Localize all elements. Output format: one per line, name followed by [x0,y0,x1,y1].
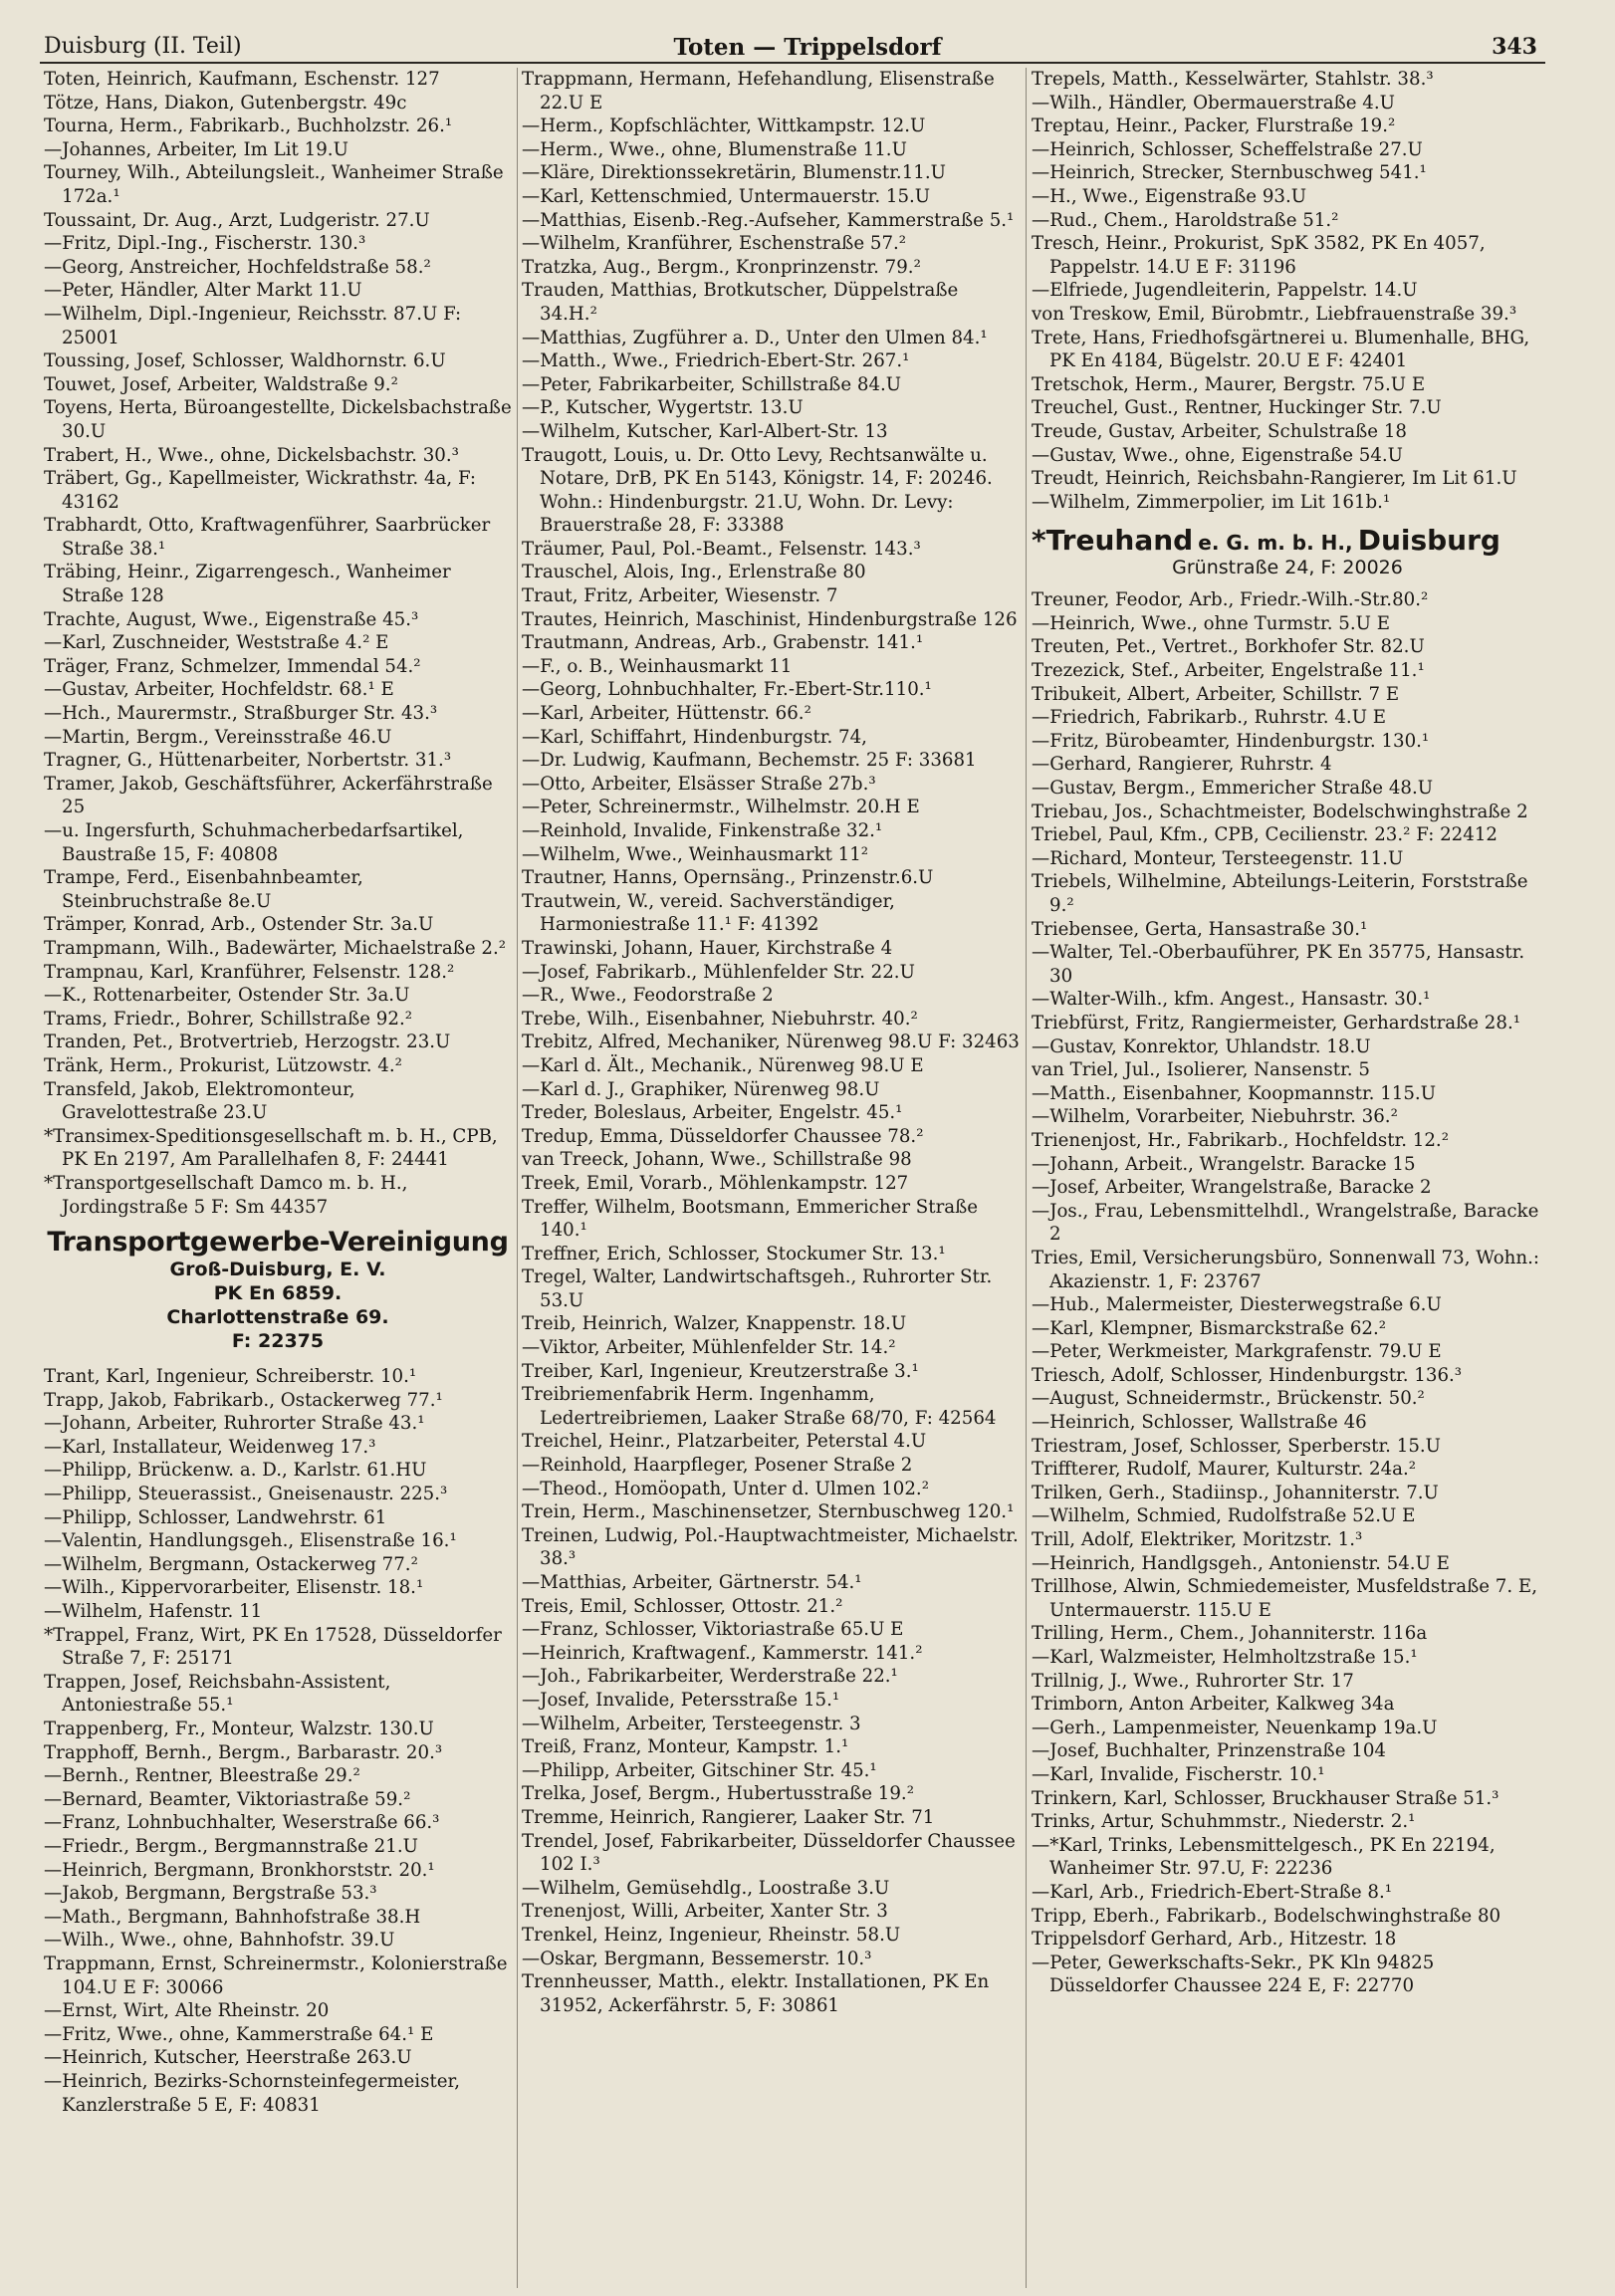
directory-entry: —Peter, Händler, Alter Markt 11.U [44,280,362,302]
directory-entry: —Dr. Ludwig, Kaufmann, Bechemstr. 25 F: 33681 [522,750,977,772]
directory-entry: —Richard, Monteur, Tersteegenstr. 11.U [1032,847,1404,869]
directory-entry: Trauden, Matthias, Brotkutscher, Düppelstraße 34.H.² [522,280,959,325]
directory-entry: —Karl, Zuschneider, Weststraße 4.² E [44,632,389,654]
directory-entry: Triebensee, Gerta, Hansastraße 30.¹ [1032,918,1368,940]
directory-entry: Treis, Emil, Schlosser, Ottostr. 21.² [522,1595,843,1617]
directory-entry: —Heinrich, Bergmann, Bronkhorststr. 20.¹ [44,1859,435,1881]
directory-entry: —*Karl, Trinks, Lebensmittelgesch., PK En 22194, Wanheimer Str. 97.U, F: 22236 [1032,1834,1496,1880]
directory-entry: —Fritz, Bürobeamter, Hindenburgstr. 130.¹ [1032,730,1430,752]
directory-entry: Triesch, Adolf, Schlosser, Hindenburgstr. 136.³ [1032,1364,1463,1386]
directory-entry: Trebe, Wilh., Eisenbahner, Niebuhrstr. 40.² [522,1008,918,1030]
directory-entry: Triebfürst, Fritz, Rangiermeister, Gerhardstraße 28.¹ [1032,1012,1521,1033]
directory-entry: van Treeck, Johann, Wwe., Schillstraße 98 [522,1149,912,1171]
directory-entry: —Otto, Arbeiter, Elsässer Straße 27b.³ [522,773,876,795]
directory-entry: —Philipp, Arbeiter, Gitschiner Str. 45.¹ [522,1759,877,1781]
directory-entry: Touwet, Josef, Arbeiter, Waldstraße 9.² [44,373,398,395]
directory-entry: —Gerhard, Rangierer, Ruhrstr. 4 [1032,754,1332,776]
directory-entry: Tranden, Pet., Brotvertrieb, Herzogstr. 23.U [44,1032,451,1053]
directory-entry: Trampnau, Karl, Kranführer, Felsenstr. 128.² [44,961,455,983]
directory-entry: —Wilhelm, Vorarbeiter, Niebuhrstr. 36.² [1032,1106,1398,1128]
directory-entry: Traugott, Louis, u. Dr. Otto Levy, Rechtsanwälte u. Notare, DrB, PK En 5143, Königstr. 14, F: 20246. Wohn.: Hindenburgstr. 21.U, Wohn. Dr. Levy: Brauerstraße 28, F: 33388 [522,444,993,537]
column-divider [517,68,518,2288]
directory-entry: Triebel, Paul, Kfm., CPB, Cecilienstr. 23.² F: 22412 [1032,824,1498,846]
directory-entry: Trautner, Hanns, Opernsäng., Prinzenstr.6.U [522,867,934,889]
directory-entry: Trautes, Heinrich, Maschinist, Hindenburgstraße 126 [522,608,1018,630]
directory-entry: Trappenberg, Fr., Monteur, Walzstr. 130.U [44,1719,434,1739]
directory-entry: —Gustav, Bergm., Emmericher Straße 48.U [1032,778,1434,800]
directory-entry: —Wilhelm, Bergmann, Ostackerweg 77.² [44,1553,418,1575]
directory-entry: Tremme, Heinrich, Rangierer, Laaker Str. 71 [522,1806,935,1828]
directory-entry: Toussaint, Dr. Aug., Arzt, Ludgeristr. 27.U [44,209,430,231]
directory-entry: —Wilhelm, Schmied, Rudolfstraße 52.U E [1032,1505,1416,1527]
directory-entry: Trams, Friedr., Bohrer, Schillstraße 92.² [44,1008,413,1030]
directory-entry: Tränk, Herm., Prokurist, Lützowstr. 4.² [44,1054,402,1076]
directory-entry: —K., Rottenarbeiter, Ostender Str. 3a.U [44,985,410,1007]
directory-entry: —Fritz, Dipl.-Ing., Fischerstr. 130.³ [44,233,366,255]
directory-entry: Traut, Fritz, Arbeiter, Wiesenstr. 7 [522,585,838,607]
directory-entry: —Joh., Fabrikarbeiter, Werderstraße 22.¹ [522,1666,898,1688]
directory-entry: Trabhardt, Otto, Kraftwagenführer, Saarbrücker Straße 38.¹ [44,515,491,560]
directory-entry: —Peter, Fabrikarbeiter, Schillstraße 84.U [522,373,902,395]
directory-entry: —Karl d. J., Graphiker, Nürenweg 98.U [522,1078,880,1100]
directory-entry: Träbing, Heinr., Zigarrengesch., Wanheimer Straße 128 [44,562,451,607]
directory-entry: —Herm., Wwe., ohne, Blumenstraße 11.U [522,138,907,160]
ad-line: PK En 6859. [213,1282,343,1305]
directory-entry: —Matthias, Arbeiter, Gärtnerstr. 54.¹ [522,1572,862,1593]
directory-entry: —Josef, Invalide, Petersstraße 15.¹ [522,1689,840,1711]
directory-entry: Trauschel, Alois, Ing., Erlenstraße 80 [522,562,866,583]
directory-entry: —Josef, Arbeiter, Wrangelstraße, Baracke 2 [1032,1177,1432,1199]
directory-entry: Treichel, Heinr., Platzarbeiter, Peterstal 4.U [522,1431,927,1453]
directory-entry: Trampe, Ferd., Eisenbahnbeamter, Steinbruchstraße 8e.U [44,867,363,912]
directory-entry: Trapp, Jakob, Fabrikarb., Ostackerweg 77.¹ [44,1389,443,1411]
directory-entry: Toyens, Herta, Büroangestellte, Dickelsbachstraße 30.U [44,397,512,442]
directory-entry: —Franz, Schlosser, Viktoriastraße 65.U E [522,1619,904,1641]
directory-entry: —Karl, Arbeiter, Hüttenstr. 66.² [522,703,811,725]
column-1 [44,68,512,2294]
directory-entry: Trilling, Herm., Chem., Johanniterstr. 116a [1032,1623,1428,1645]
directory-entry: —Philipp, Schlosser, Landwehrstr. 61 [44,1506,387,1528]
directory-entry: —August, Schneidermstr., Brückenstr. 50.² [1032,1388,1425,1410]
directory-entry: —Peter, Schreinermstr., Wilhelmstr. 20.H E [522,797,920,818]
directory-entry: —Heinrich, Kutscher, Heerstraße 263.U [44,2047,412,2069]
directory-entry: Tribukeit, Albert, Arbeiter, Schillstr. 7 E [1032,683,1400,705]
directory-entry: —Wilhelm, Kranführer, Eschenstraße 57.² [522,233,907,255]
directory-entry: Tramer, Jakob, Geschäftsführer, Ackerfährstraße 25 [44,773,493,818]
directory-entry: —Franz, Lohnbuchhalter, Weserstraße 66.³ [44,1812,440,1834]
directory-entry: —Wilhelm, Hafenstr. 11 [44,1601,263,1623]
directory-entry: —Jos., Frau, Lebensmittelhdl., Wrangelstraße, Baracke 2 [1032,1200,1539,1246]
directory-entry: Tötze, Hans, Diakon, Gutenbergstr. 49c [44,92,407,114]
directory-entry: Trein, Herm., Maschinensetzer, Sternbuschweg 120.¹ [522,1501,1015,1523]
directory-entry: —Johann, Arbeit., Wrangelstr. Baracke 15 [1032,1153,1416,1175]
directory-entry: —Heinrich, Wwe., ohne Turmstr. 5.U E [1032,612,1391,634]
ad-line: Charlottenstraße 69. [166,1306,389,1329]
directory-entry: —Valentin, Handlungsgeh., Elisenstraße 16.¹ [44,1530,457,1552]
directory-entry: —Heinrich, Strecker, Sternbuschweg 541.¹ [1032,162,1427,184]
treuhand-ad [1032,524,1543,578]
directory-entry: —Peter, Werkmeister, Markgrafenstr. 79.U E [1032,1341,1442,1363]
directory-entry: —Friedrich, Fabrikarb., Ruhrstr. 4.U E [1032,707,1387,729]
directory-entry: —Matthias, Zugführer a. D., Unter den Ulmen 84.¹ [522,327,988,348]
directory-entry: —Hch., Maurermstr., Straßburger Str. 43.³ [44,703,438,725]
directory-entry: —Kläre, Direktionssekretärin, Blumenstr.11.U [522,162,946,184]
directory-entry: —F., o. B., Weinhausmarkt 11 [522,655,793,677]
entry-list [1032,588,1543,1998]
directory-entry: Trautwein, W., vereid. Sachverständiger, Harmoniestraße 11.¹ F: 41392 [522,890,895,936]
directory-entry: Treder, Boleslaus, Arbeiter, Engelstr. 45.¹ [522,1102,903,1124]
directory-entry: —Gustav, Wwe., ohne, Eigenstraße 54.U [1032,444,1404,466]
directory-entry: Triffterer, Rudolf, Maurer, Kulturstr. 24a.² [1032,1459,1417,1481]
directory-entry: —Jakob, Bergmann, Bergstraße 53.³ [44,1883,377,1905]
directory-entry: Treptau, Heinr., Packer, Flurstraße 19.² [1032,115,1396,137]
directory-entry: Treuner, Feodor, Arb., Friedr.-Wilh.-Str.80.² [1032,589,1429,611]
directory-entry: Trienenjost, Hr., Fabrikarb., Hochfeldstr. 12.² [1032,1129,1449,1151]
directory-entry: Trämper, Konrad, Arb., Ostender Str. 3a.U [44,914,434,936]
directory-entry: —Bernard, Beamter, Viktoriastraße 59.² [44,1788,411,1810]
directory-entry: —Wilh., Händler, Obermauerstraße 4.U [1032,92,1395,114]
entry-list [522,68,1020,2017]
directory-entry: —Karl, Kettenschmied, Untermauerstr. 15.U [522,185,931,207]
directory-entry: —Wilh., Wwe., ohne, Bahnhofstr. 39.U [44,1930,395,1952]
directory-entry: Trant, Karl, Ingenieur, Schreiberstr. 10.¹ [44,1366,417,1388]
directory-entry: —Heinrich, Schlosser, Scheffelstraße 27.U [1032,138,1423,160]
directory-entry: —Ernst, Wirt, Alte Rheinstr. 20 [44,2000,330,2022]
directory-entry: —Math., Bergmann, Bahnhofstraße 38.H [44,1906,421,1928]
directory-entry: —Fritz, Wwe., ohne, Kammerstraße 64.¹ E [44,2023,434,2045]
header-range: Toten — Trippelsdorf [673,34,942,61]
directory-entry: Treib, Heinrich, Walzer, Knappenstr. 18.U [522,1313,907,1335]
directory-entry: Treuten, Pet., Vertret., Borkhofer Str. 82.U [1032,636,1425,658]
directory-entry: Trelka, Josef, Bergm., Hubertusstraße 19.² [522,1783,914,1805]
directory-entry: —H., Wwe., Eigenstraße 93.U [1032,185,1307,207]
directory-entry: Trappen, Josef, Reichsbahn-Assistent, Antoniestraße 55.¹ [44,1671,391,1717]
directory-entry: —Karl, Walzmeister, Helmholtzstraße 15.¹ [1032,1647,1418,1668]
directory-entry: —Wilh., Kippervorarbeiter, Elisenstr. 18.¹ [44,1577,424,1599]
directory-entry: —Karl, Schiffahrt, Hindenburgstr. 74, [522,726,867,748]
directory-entry: —R., Wwe., Feodorstraße 2 [522,985,774,1007]
directory-entry: von Treskow, Emil, Bürobmtr., Liebfrauenstraße 39.³ [1032,303,1517,325]
directory-entry: —Johann, Arbeiter, Ruhrorter Straße 43.¹ [44,1413,425,1435]
directory-entry: Trebitz, Alfred, Mechaniker, Nürenweg 98.U F: 32463 [522,1032,1020,1053]
directory-entry: Trawinski, Johann, Hauer, Kirchstraße 4 [522,937,893,959]
directory-entry: Trapphoff, Bernh., Bergm., Barbarastr. 20.³ [44,1741,443,1763]
page-header [0,0,1615,60]
header-city: Duisburg (II. Teil) [44,34,242,59]
directory-entry: —Georg, Anstreicher, Hochfeldstraße 58.² [44,256,431,278]
directory-entry: Trennheusser, Matth., elektr. Installationen, PK En 31952, Ackerfährstr. 5, F: 30861 [522,1971,990,2016]
directory-entry: —Walter-Wilh., kfm. Angest., Hansastr. 30.¹ [1032,989,1431,1011]
directory-entry: Trilken, Gerh., Stadiinsp., Johanniterstr. 7.U [1032,1482,1439,1503]
directory-entry: Treudt, Heinrich, Reichsbahn-Rangierer, Im Lit 61.U [1032,468,1517,490]
directory-entry: —Karl, Arb., Friedrich-Ebert-Straße 8.¹ [1032,1881,1393,1903]
directory-entry: Trezezick, Stef., Arbeiter, Engelstraße 11.¹ [1032,660,1425,682]
directory-entry: —Oskar, Bergmann, Bessemerstr. 10.³ [522,1948,872,1969]
directory-entry: Trippelsdorf Gerhard, Arb., Hitzestr. 18 [1032,1929,1397,1951]
directory-entry: —P., Kutscher, Wygertstr. 13.U [522,397,804,419]
ad-title: Transportgewerbe-Vereinigung [47,1227,509,1259]
directory-entry: —Karl, Klempner, Bismarckstraße 62.² [1032,1317,1387,1339]
directory-entry: Toussing, Josef, Schlosser, Waldhornstr. 6.U [44,350,446,372]
directory-entry: Tregel, Walter, Landwirtschaftsgeh., Ruhrorter Str. 53.U [522,1266,993,1311]
directory-entry: —Philipp, Brückenw. a. D., Karlstr. 61.HU [44,1460,427,1482]
directory-entry: Tourna, Herm., Fabrikarb., Buchholzstr. 26.¹ [44,115,453,137]
directory-entry: —Herm., Kopfschlächter, Wittkampstr. 12.U [522,115,926,137]
directory-entry: Trenenjost, Willi, Arbeiter, Xanter Str. 3 [522,1901,888,1923]
directory-entry: Treibriemenfabrik Herm. Ingenhamm, Ledertreibriemen, Laaker Straße 68/70, F: 42564 [522,1384,997,1429]
treuhand-city: Duisburg [1357,524,1500,558]
directory-entry: —Hub., Malermeister, Diesterwegstraße 6.U [1032,1294,1442,1316]
directory-entry: Tries, Emil, Versicherungsbüro, Sonnenwall 73, Wohn.: Akazienstr. 1, F: 23767 [1032,1247,1540,1292]
directory-entry: Träbert, Gg., Kapellmeister, Wickrathstr. 4a, F: 43162 [44,468,477,513]
directory-entry: —u. Ingersfurth, Schuhmacherbedarfsartikel, Baustraße 15, F: 40808 [44,820,464,865]
directory-entry: —Heinrich, Kraftwagenf., Kammerstr. 141.² [522,1642,923,1664]
directory-entry: Trillhose, Alwin, Schmiedemeister, Musfeldstraße 7. E, Untermauerstr. 115.U E [1032,1576,1537,1621]
directory-entry: Tratzka, Aug., Bergm., Kronprinzenstr. 79.² [522,256,921,278]
directory-entry: —Matthias, Eisenb.-Reg.-Aufseher, Kammerstraße 5.¹ [522,209,1015,231]
directory-entry: —Wilhelm, Wwe., Weinhausmarkt 11² [522,843,869,865]
directory-entry: *Transimex-Speditionsgesellschaft m. b. H., CPB, PK En 2197, Am Parallelhafen 8, F: 24441 [44,1125,498,1171]
directory-entry: —Bernh., Rentner, Bleestraße 29.² [44,1765,360,1787]
directory-entry: —Johannes, Arbeiter, Im Lit 19.U [44,138,348,160]
directory-entry: —Karl d. Ält., Mechanik., Nürenweg 98.U E [522,1054,924,1076]
directory-entry: Tredup, Emma, Düsseldorfer Chaussee 78.² [522,1125,924,1147]
directory-entry: Trepels, Matth., Kesselwärter, Stahlstr. 38.³ [1032,69,1434,90]
directory-entry: —Wilhelm, Kutscher, Karl-Albert-Str. 13 [522,420,888,442]
directory-entry: —Gustav, Konrektor, Uhlandstr. 18.U [1032,1035,1371,1057]
directory-entry: —Matth., Wwe., Friedrich-Ebert-Str. 267.¹ [522,350,910,372]
column-3 [1032,68,1543,2294]
directory-entry: —Elfriede, Jugendleiterin, Pappelstr. 14.U [1032,280,1418,302]
directory-entry: —Karl, Installateur, Weidenweg 17.³ [44,1436,376,1458]
entry-list [1032,68,1543,514]
directory-entry: *Transportgesellschaft Damco m. b. H., Jordingstraße 5 F: Sm 44357 [44,1172,408,1218]
page-number: 343 [1492,34,1537,60]
directory-entry: —Georg, Lohnbuchhalter, Fr.-Ebert-Str.110.¹ [522,679,932,701]
directory-entry: —Martin, Bergm., Vereinsstraße 46.U [44,726,392,748]
directory-entry: —Matth., Eisenbahner, Koopmannstr. 115.U [1032,1082,1437,1104]
directory-entry: —Wilhelm, Gemüsehdlg., Loostraße 3.U [522,1877,890,1899]
directory-entry: van Triel, Jul., Isolierer, Nansenstr. 5 [1032,1059,1370,1081]
directory-entry: Toten, Heinrich, Kaufmann, Eschenstr. 127 [44,69,440,90]
directory-entry: Trampmann, Wilh., Badewärter, Michaelstraße 2.² [44,937,507,959]
header-rule [40,62,1545,64]
directory-entry: Treude, Gustav, Arbeiter, Schulstraße 18 [1032,420,1407,442]
ad-line: F: 22375 [231,1330,325,1353]
directory-entry: Trinks, Artur, Schuhmmstr., Niederstr. 2.¹ [1032,1811,1416,1833]
directory-entry: —Heinrich, Handlgsgeh., Antonienstr. 54.U E [1032,1552,1450,1574]
ad-line: Groß-Duisburg, E. V. [169,1259,386,1281]
directory-entry: —Karl, Invalide, Fischerstr. 10.¹ [1032,1763,1325,1785]
directory-entry: Trendel, Josef, Fabrikarbeiter, Düsseldorfer Chaussee 102 I.³ [522,1830,1016,1876]
column-divider [1026,68,1027,2288]
directory-entry: —Theod., Homöopath, Unter d. Ulmen 102.² [522,1478,929,1499]
directory-entry: —Wilhelm, Arbeiter, Tersteegenstr. 3 [522,1713,861,1734]
entry-list [44,1365,512,2117]
directory-entry: Tragner, G., Hüttenarbeiter, Norbertstr. 31.³ [44,750,452,772]
column-2 [522,68,1020,2294]
directory-entry: Trete, Hans, Friedhofsgärtnerei u. Blumenhalle, BHG, PK En 4184, Bügelstr. 20.U E F: 42401 [1032,327,1530,372]
directory-entry: —Philipp, Steuerassist., Gneisenaustr. 225.³ [44,1484,448,1505]
directory-entry: —Friedr., Bergm., Bergmannstraße 21.U [44,1835,418,1857]
directory-entry: Trachte, August, Wwe., Eigenstraße 45.³ [44,608,419,630]
directory-entry: —Heinrich, Schlosser, Wallstraße 46 [1032,1412,1367,1434]
directory-entry: —Reinhold, Haarpfleger, Posener Straße 2 [522,1455,913,1477]
directory-entry: Treiß, Franz, Monteur, Kampstr. 1.¹ [522,1736,849,1758]
directory-entry: Trautmann, Andreas, Arb., Grabenstr. 141.¹ [522,632,924,654]
directory-entry: —Josef, Fabrikarb., Mühlenfelder Str. 22.U [522,961,915,983]
directory-entry: Tresch, Heinr., Prokurist, SpK 3582, PK En 4057, Pappelstr. 14.U E F: 31196 [1032,233,1486,278]
directory-entry: Träumer, Paul, Pol.-Beamt., Felsenstr. 143.³ [522,538,921,560]
directory-entry: Transfeld, Jakob, Elektromonteur, Gravelottestraße 23.U [44,1078,355,1124]
directory-entry: Treffer, Wilhelm, Bootsmann, Emmericher Straße 140.¹ [522,1196,979,1242]
directory-entry: Trenkel, Heinz, Ingenieur, Rheinstr. 58.U [522,1924,901,1946]
directory-entry: —Walter, Tel.-Oberbauführer, PK En 35775, Hansastr. 30 [1032,942,1525,987]
directory-entry: —Reinhold, Invalide, Finkenstraße 32.¹ [522,820,883,841]
directory-entry: Triebau, Jos., Schachtmeister, Bodelschwinghstraße 2 [1032,801,1528,822]
directory-entry: Triebels, Wilhelmine, Abteilungs-Leiterin, Forststraße 9.² [1032,871,1528,916]
advertisement [44,1227,512,1353]
directory-entry: Trappmann, Hermann, Hefehandlung, Elisenstraße 22.U E [522,69,995,114]
directory-entry: Trill, Adolf, Elektriker, Moritzstr. 1.³ [1032,1529,1363,1551]
directory-entry: —Viktor, Arbeiter, Mühlenfelder Str. 14.² [522,1337,896,1359]
directory-entry: —Gustav, Arbeiter, Hochfeldstr. 68.¹ E [44,679,394,701]
directory-entry: Träger, Franz, Schmelzer, Immendal 54.² [44,655,421,677]
treuhand-name: *Treuhand [1032,524,1194,558]
directory-entry: Treiber, Karl, Ingenieur, Kreutzerstraße 3.¹ [522,1360,919,1382]
directory-entry: Triestram, Josef, Schlosser, Sperberstr. 15.U [1032,1435,1442,1457]
directory-entry: Trabert, H., Wwe., ohne, Dickelsbachstr. 30.³ [44,444,459,466]
directory-entry: Trappmann, Ernst, Schreinermstr., Kolonierstraße 104.U E F: 30066 [44,1952,508,1998]
directory-entry: —Wilhelm, Dipl.-Ingenieur, Reichsstr. 87.U F: 25001 [44,303,462,348]
directory-entry: —Rud., Chem., Haroldstraße 51.² [1032,209,1339,231]
treuhand-suffix: e. G. m. b. H., [1198,531,1353,556]
directory-entry: Treinen, Ludwig, Pol.-Hauptwachtmeister, Michaelstr. 38.³ [522,1524,1019,1570]
directory-entry: Treffner, Erich, Schlosser, Stockumer Str. 13.¹ [522,1243,946,1264]
directory-entry: Treek, Emil, Vorarb., Möhlenkampstr. 127 [522,1172,909,1194]
treuhand-address: Grünstraße 24, F: 20026 [1172,557,1403,579]
entry-list [44,68,512,1219]
directory-entry: Trimborn, Anton Arbeiter, Kalkweg 34a [1032,1694,1395,1716]
directory-entry: Trinkern, Karl, Schlosser, Bruckhauser Straße 51.³ [1032,1787,1500,1809]
directory-entry: Trillnig, J., Wwe., Ruhrorter Str. 17 [1032,1670,1354,1692]
directory-entry: Tripp, Eberh., Fabrikarb., Bodelschwinghstraße 80 [1032,1905,1501,1927]
directory-entry: Tretschok, Herm., Maurer, Bergstr. 75.U E [1032,373,1426,395]
directory-entry: —Heinrich, Bezirks-Schornsteinfegermeister, Kanzlerstraße 5 E, F: 40831 [44,2070,460,2116]
directory-entry: —Josef, Buchhalter, Prinzenstraße 104 [1032,1740,1386,1762]
directory-entry: —Peter, Gewerkschafts-Sekr., PK Kln 94825 Düsseldorfer Chaussee 224 E, F: 22770 [1032,1952,1435,1997]
directory-entry: —Gerh., Lampenmeister, Neuenkamp 19a.U [1032,1717,1438,1738]
directory-entry: *Trappel, Franz, Wirt, PK En 17528, Düsseldorfer Straße 7, F: 25171 [44,1624,502,1670]
directory-entry: —Wilhelm, Zimmerpolier, im Lit 161b.¹ [1032,491,1391,513]
directory-entry: Treuchel, Gust., Rentner, Huckinger Str. 7.U [1032,397,1442,419]
directory-entry: Tourney, Wilh., Abteilungsleit., Wanheimer Straße 172a.¹ [44,162,504,207]
